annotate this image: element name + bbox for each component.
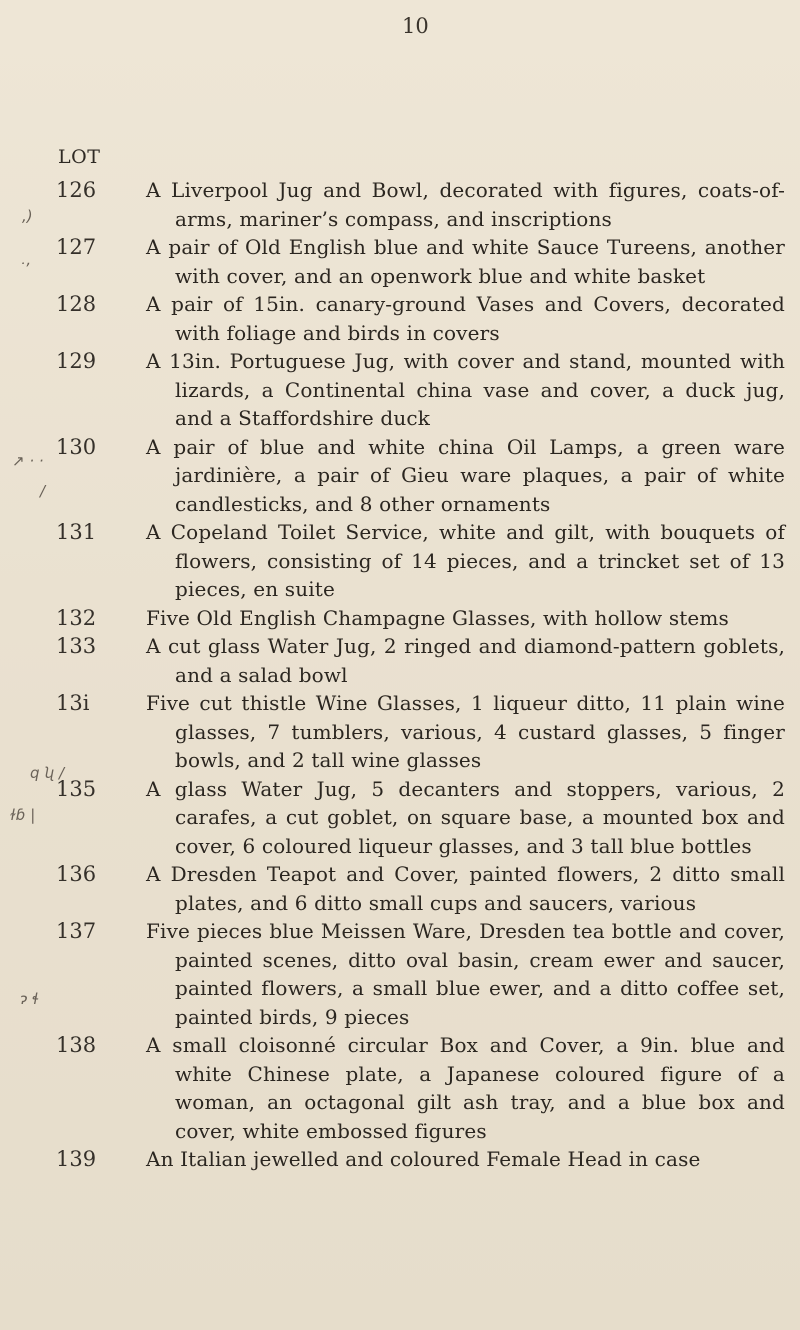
pencil-mark-icon: / [40, 482, 46, 500]
lot-number: 132 [56, 605, 97, 630]
lot-number: 139 [56, 1147, 97, 1171]
lot-number: 126 [56, 178, 97, 202]
lot-description: A pair of blue and white china Oil Lamps, a green ware jardinière, a pair of Gieu ware plaques, a pair of white candlesticks, and 8 other ornaments [146, 434, 785, 516]
lot-description: A 13in. Portuguese Jug, with cover and stand, mounted with lizards, a Continental china vase and cover, a duck jug, and a Staffordshire duck [146, 349, 785, 430]
lot-entry [0, 917, 800, 1031]
lot-number: 129 [56, 349, 97, 373]
lot-entry [0, 518, 800, 604]
lot-column-header: LOT [58, 146, 101, 168]
lot-number: 127 [56, 235, 97, 259]
pencil-mark-icon: ɂ ɬ [20, 990, 40, 1008]
lot-number: 13i [56, 691, 90, 715]
lot-entry [0, 347, 800, 433]
lot-number: 138 [56, 1033, 97, 1057]
lot-description: A pair of 15in. canary-ground Vases and Covers, decorated with foliage and birds in covers [146, 292, 785, 345]
lot-description: A Copeland Toilet Service, white and gilt, with bouquets of flowers, consisting of 14 pieces, and a trincket set of 13 pieces, en suite [146, 520, 785, 601]
lot-entry [0, 233, 800, 290]
pencil-mark-icon: ˙ʼ [18, 260, 31, 278]
lot-description: An Italian jewelled and coloured Female Head in case [146, 1147, 701, 1171]
pencil-mark-icon: ↗ · · [12, 452, 44, 470]
lot-number: 135 [56, 776, 97, 801]
lot-entry [0, 1031, 800, 1145]
lot-entry [0, 632, 800, 689]
lot-number: 133 [56, 634, 97, 658]
lot-entry [0, 290, 800, 347]
lot-entry [0, 433, 800, 519]
lot-number: 128 [56, 292, 97, 316]
pencil-mark-icon: ɫɓ | [10, 806, 36, 824]
lot-description: Five Old English Champagne Glasses, with hollow stems [146, 605, 729, 630]
lot-description: A Dresden Teapot and Cover, painted flowers, 2 ditto small plates, and 6 ditto small cups and saucers, various [146, 862, 785, 915]
lot-entry [0, 689, 800, 775]
lot-entry [0, 1145, 800, 1174]
page-number: 10 [402, 14, 429, 38]
lot-description: A small cloisonné circular Box and Cover, a 9in. blue and white Chinese plate, a Japanese coloured figure of a woman, an octagonal gilt ash tray, and a blue box and cover, white embossed figures [146, 1033, 785, 1143]
lot-number: 131 [56, 520, 97, 544]
lot-description: A pair of Old English blue and white Sauce Tureens, another with cover, and an openwork blue and white basket [146, 235, 785, 288]
lot-entry [0, 860, 800, 917]
lot-entry [0, 176, 800, 233]
lot-description: Five cut thistle Wine Glasses, 1 liqueur ditto, 11 plain wine glasses, 7 tumblers, various, 4 custard glasses, 5 finger bowls, and 2 tall wine glasses [146, 691, 785, 772]
lot-description: A glass Water Jug, 5 decanters and stoppers, various, 2 carafes, a cut goblet, on square base, a mounted box and cover, 6 coloured liqueur glasses, and 3 tall blue bottles [146, 776, 785, 858]
lot-description: A cut glass Water Jug, 2 ringed and diamond-pattern goblets, and a salad bowl [146, 634, 785, 687]
lot-list [0, 176, 800, 1174]
lot-description: Five pieces blue Meissen Ware, Dresden tea bottle and cover, painted scenes, ditto oval basin, cream ewer and saucer, painted flowers, a small blue ewer, and a ditto coffee set, painted birds, 9 pieces [146, 919, 785, 1029]
lot-number: 136 [56, 862, 97, 886]
lot-number: 137 [56, 919, 97, 943]
lot-entry [0, 604, 800, 633]
lot-number: 130 [56, 434, 97, 459]
lot-entry [0, 775, 800, 861]
lot-description: A Liverpool Jug and Bowl, decorated with figures, coats-of-arms, mariner’s compass, and inscriptions [146, 178, 785, 231]
pencil-mark-icon: ,) [22, 207, 33, 225]
pencil-mark-icon: q ʯ / [30, 764, 65, 782]
